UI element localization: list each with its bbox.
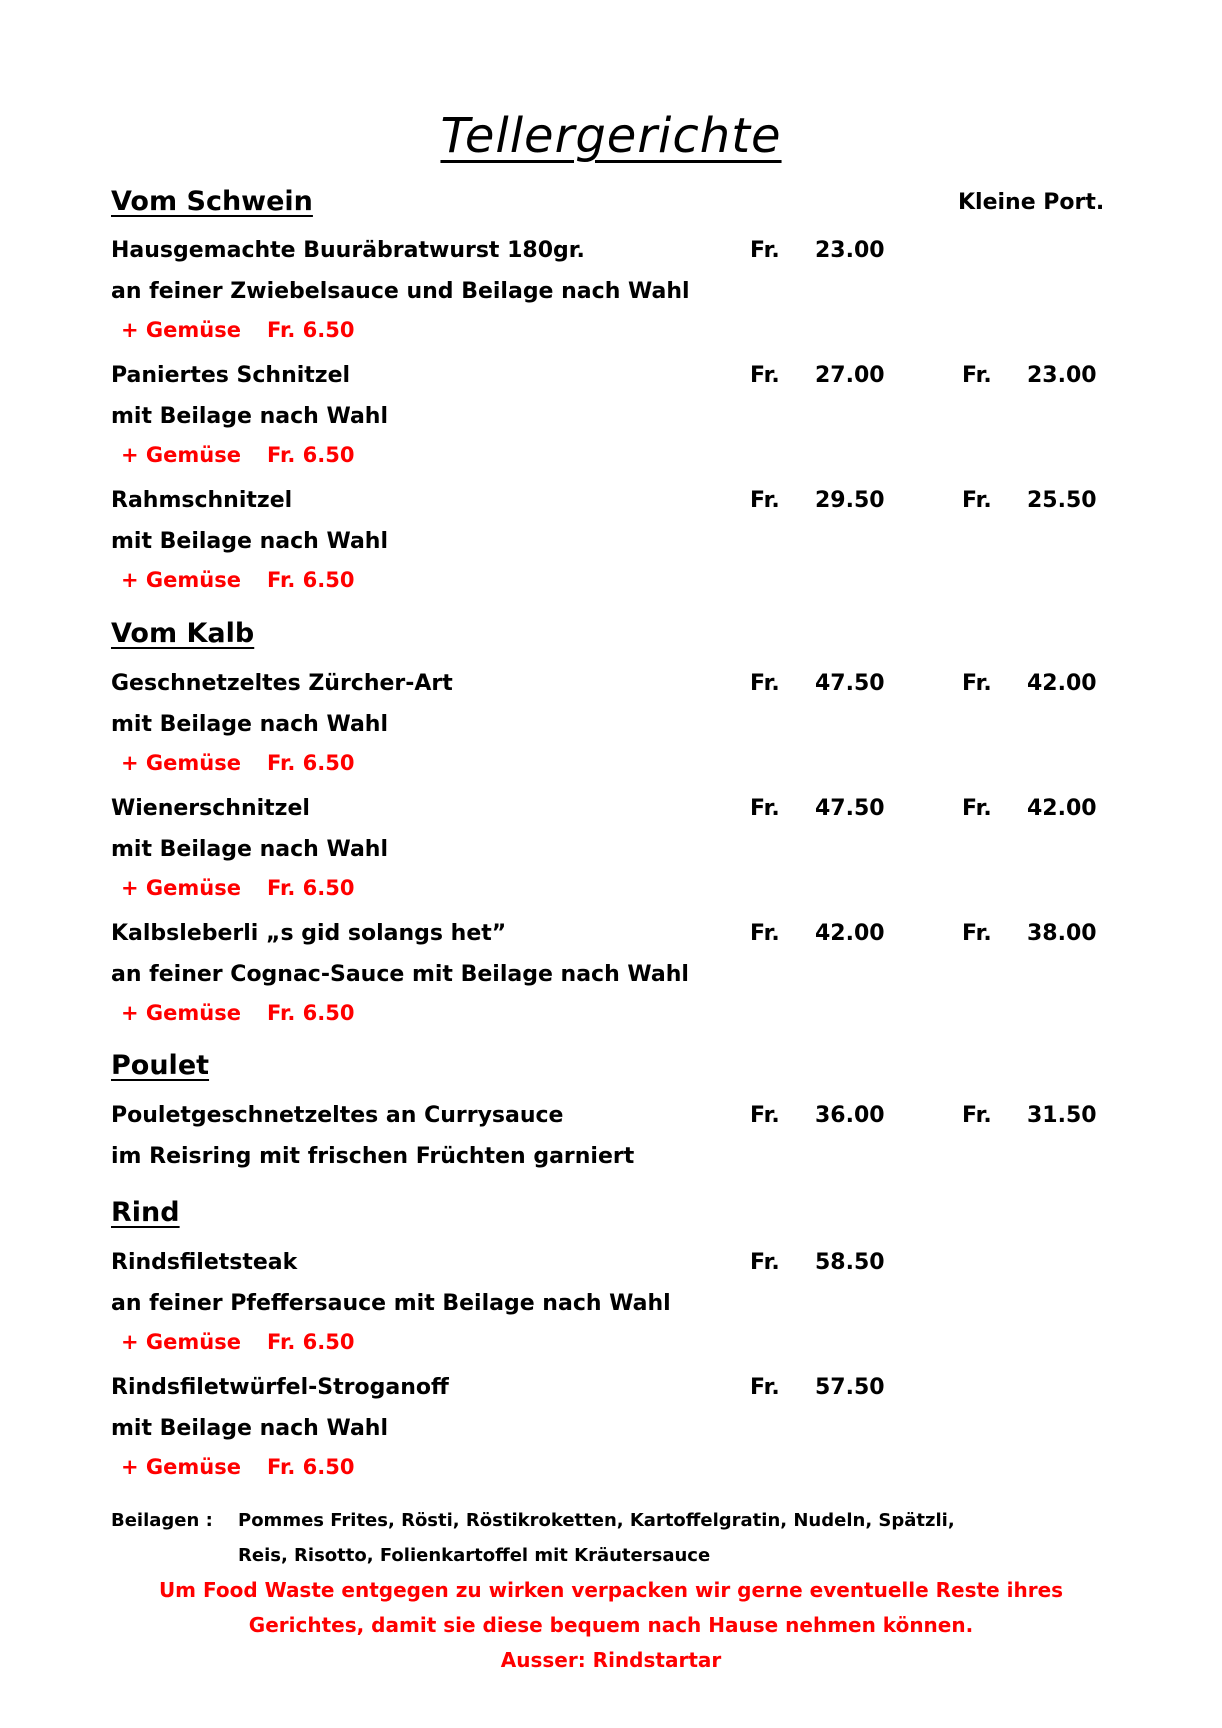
item-description: an feiner Pfeffersauce mit Beilage nach Wahl xyxy=(111,1291,671,1316)
item-name: Geschnetzeltes Zürcher-Art xyxy=(111,671,453,696)
item-description: an feiner Zwiebelsauce und Beilage nach Wahl xyxy=(111,279,690,304)
item-name: Rahmschnitzel xyxy=(111,488,293,513)
small-price-currency: Fr. xyxy=(962,671,992,696)
small-price-amount: 42.00 xyxy=(1027,796,1097,821)
sides-list-line-1: Pommes Frites, Rösti, Röstikroketten, Kartoffelgratin, Nudeln, Spätzli, xyxy=(238,1510,955,1531)
small-price-amount: 42.00 xyxy=(1027,671,1097,696)
price-amount: 27.00 xyxy=(815,363,885,388)
price-currency: Fr. xyxy=(750,1103,780,1128)
price-amount: 23.00 xyxy=(815,238,885,263)
price-currency: Fr. xyxy=(750,488,780,513)
food-waste-notice-line-2: Gerichtes, damit sie diese bequem nach Hause nehmen können. xyxy=(248,1613,974,1637)
food-waste-notice-exception: Ausser: Rindstartar xyxy=(500,1648,722,1672)
price-currency: Fr. xyxy=(750,1375,780,1400)
extra-option: + Gemüse Fr. 6.50 xyxy=(121,751,355,775)
item-description: mit Beilage nach Wahl xyxy=(111,712,388,737)
food-waste-notice-line-1: Um Food Waste entgegen zu wirken verpacken wir gerne eventuelle Reste ihres xyxy=(158,1578,1064,1602)
section-heading-poulet: Poulet xyxy=(111,1050,210,1081)
price-currency: Fr. xyxy=(750,363,780,388)
small-price-amount: 31.50 xyxy=(1027,1103,1097,1128)
small-portion-header: Kleine Port. xyxy=(958,190,1105,215)
price-currency: Fr. xyxy=(750,796,780,821)
price-amount: 57.50 xyxy=(815,1375,885,1400)
small-price-amount: 38.00 xyxy=(1027,921,1097,946)
sides-label: Beilagen : xyxy=(111,1510,213,1531)
item-description: mit Beilage nach Wahl xyxy=(111,837,388,862)
item-name: Wienerschnitzel xyxy=(111,796,310,821)
price-amount: 47.50 xyxy=(815,796,885,821)
item-description: im Reisring mit frischen Früchten garniert xyxy=(111,1144,635,1169)
item-description: mit Beilage nach Wahl xyxy=(111,529,388,554)
item-description: mit Beilage nach Wahl xyxy=(111,1416,388,1441)
price-amount: 58.50 xyxy=(815,1250,885,1275)
page-title: Tellergerichte xyxy=(440,108,782,164)
extra-option: + Gemüse Fr. 6.50 xyxy=(121,318,355,342)
item-name: Paniertes Schnitzel xyxy=(111,363,351,388)
extra-option: + Gemüse Fr. 6.50 xyxy=(121,1330,355,1354)
extra-option: + Gemüse Fr. 6.50 xyxy=(121,1455,355,1479)
extra-option: + Gemüse Fr. 6.50 xyxy=(121,443,355,467)
price-amount: 36.00 xyxy=(815,1103,885,1128)
small-price-currency: Fr. xyxy=(962,1103,992,1128)
small-price-currency: Fr. xyxy=(962,796,992,821)
small-price-currency: Fr. xyxy=(962,363,992,388)
extra-option: + Gemüse Fr. 6.50 xyxy=(121,1001,355,1025)
item-description: mit Beilage nach Wahl xyxy=(111,404,388,429)
small-price-amount: 23.00 xyxy=(1027,363,1097,388)
extra-option: + Gemüse Fr. 6.50 xyxy=(121,876,355,900)
item-name: Rindsfiletwürfel-Stroganoff xyxy=(111,1375,449,1400)
item-name: Kalbsleberli „s gid solangs het” xyxy=(111,921,507,946)
extra-option: + Gemüse Fr. 6.50 xyxy=(121,568,355,592)
section-heading-kalb: Vom Kalb xyxy=(111,618,255,649)
sides-list-line-2: Reis, Risotto, Folienkartoffel mit Kräutersauce xyxy=(238,1545,711,1566)
item-name: Pouletgeschnetzeltes an Currysauce xyxy=(111,1103,564,1128)
small-price-currency: Fr. xyxy=(962,921,992,946)
price-amount: 47.50 xyxy=(815,671,885,696)
price-amount: 42.00 xyxy=(815,921,885,946)
price-currency: Fr. xyxy=(750,238,780,263)
price-currency: Fr. xyxy=(750,921,780,946)
price-currency: Fr. xyxy=(750,1250,780,1275)
item-name: Rindsfiletsteak xyxy=(111,1250,298,1275)
section-heading-schwein: Vom Schwein xyxy=(111,186,313,217)
small-price-currency: Fr. xyxy=(962,488,992,513)
small-price-amount: 25.50 xyxy=(1027,488,1097,513)
item-description: an feiner Cognac-Sauce mit Beilage nach Wahl xyxy=(111,962,689,987)
item-name: Hausgemachte Buuräbratwurst 180gr. xyxy=(111,238,585,263)
section-heading-rind: Rind xyxy=(111,1197,180,1228)
price-currency: Fr. xyxy=(750,671,780,696)
price-amount: 29.50 xyxy=(815,488,885,513)
